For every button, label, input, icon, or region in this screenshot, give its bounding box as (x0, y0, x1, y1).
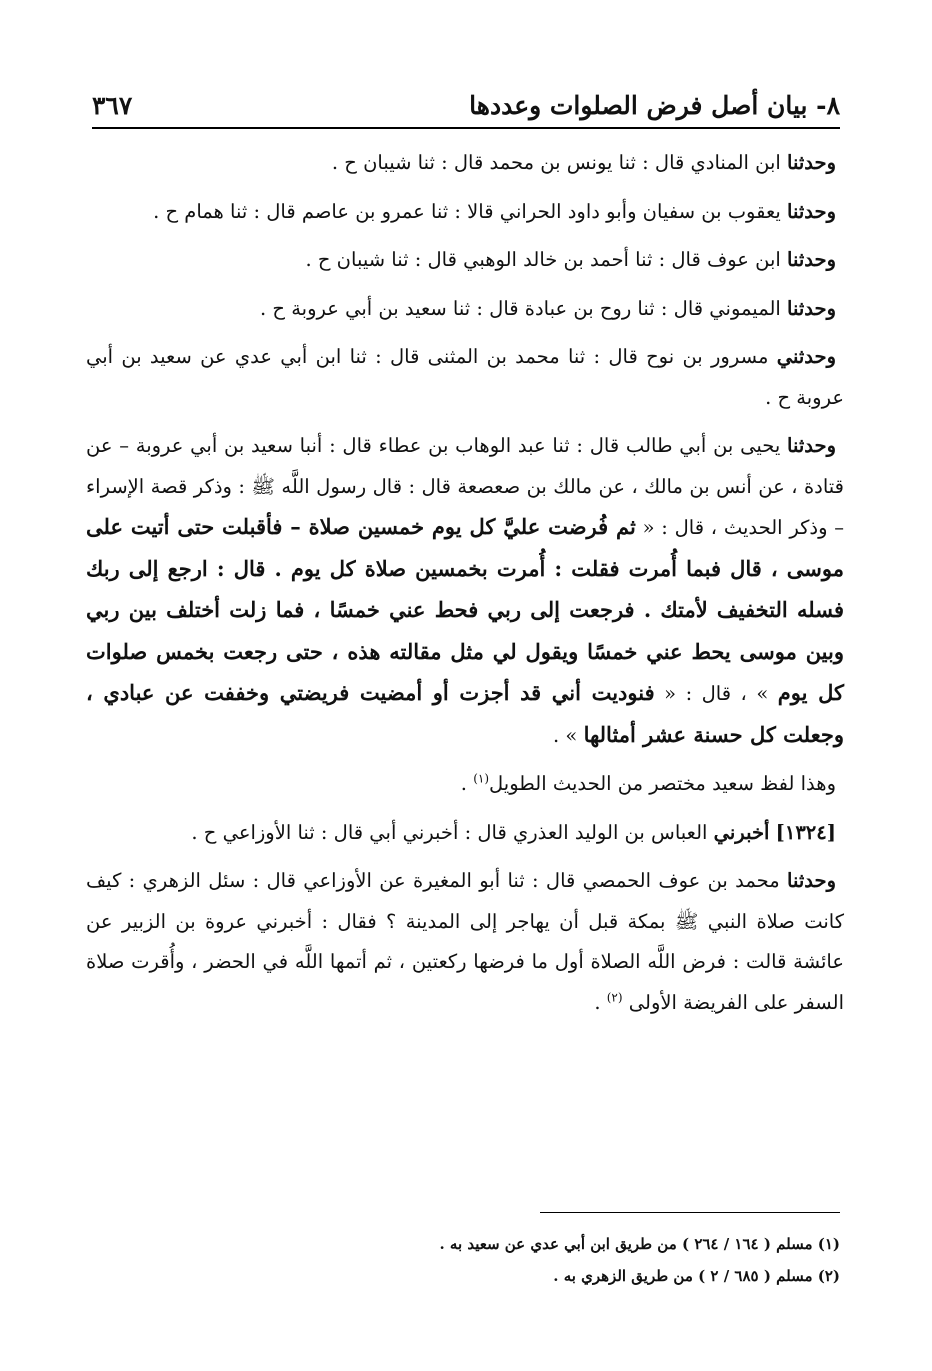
narration-lead: أخبرني (713, 820, 770, 844)
hadith-matn-1: ثم فُرضت عليَّ كل يوم خمسين صلاة – فأقبلت حتى أتيت على موسى ، قال فبما أُمرت فقلت : أُمرت بخمسين صلاة كل يوم . قال : ارجع إلى ربك فسله التخفيف لأمتك . فرجعت إلى ربي فحط عني خمسًا ، فما زلت أختلف بين ربي وبين موسى يحط عني خمسًا ويقول لي مثل مقالته هذه ، حتى رجعت بخمس صلوات كل يوم (86, 514, 844, 705)
hadith-mid: » ، قال : « (654, 682, 778, 705)
footnote: (١) مسلم ( ١٦٤ / ٢٦٤ ) من طريق ابن أبي عدي عن سعيد به . (439, 1235, 840, 1253)
main-text (86, 143, 844, 1031)
header-rule (92, 127, 840, 129)
hadith-paragraph (86, 426, 844, 756)
narration-lead: وحدثنا (787, 869, 836, 892)
page-header (92, 72, 840, 120)
hadith-intro: يحيى بن أبي طالب قال : ثنا عبد الوهاب بن عطاء قال : أنبا سعيد بن أبي عروبة – عن قتادة ، عن أنس بن مالك ، عن مالك بن صعصعة قال : قال رسول اللَّه ﷺ : وذكر قصة الإسراء – وذكر الحديث ، قال : « (86, 434, 844, 539)
narration-text: الميموني قال : ثنا روح بن عبادة قال : ثنا سعيد بن أبي عروبة ح . (260, 296, 788, 320)
hadith-end: » . (553, 723, 584, 747)
narration-lead: وحدثنا (787, 199, 836, 223)
isnad-paragraph (86, 240, 844, 281)
narration-text: العباس بن الوليد العذري قال : أخبرني أبي قال : ثنا الأوزاعي ح . (191, 820, 714, 844)
chapter-title: ٨- بيان أصل فرض الصلوات وعددها (469, 91, 840, 120)
narration-text: يعقوب بن سفيان وأبو داود الحراني قالا : ثنا عمرو بن عاصم قال : ثنا همام ح . (153, 199, 788, 223)
page-number: ٣٦٧ (92, 91, 133, 120)
final-paragraph (86, 861, 844, 1023)
note-text: وهذا لفظ سعيد مختصر من الحديث الطويل (489, 772, 836, 795)
narration-text: مسرور بن نوح قال : ثنا محمد بن المثنى قال : ثنا ابن أبي عدي عن سعيد بن أبي عروبة ح . (86, 345, 844, 409)
narration-lead: وحدثنا (787, 248, 836, 271)
narration-tail: . (594, 990, 607, 1014)
footnote-ref: (٢) (606, 990, 623, 1004)
narration-lead: وحدثنا (787, 434, 836, 457)
note-tail: . (460, 772, 474, 795)
narration-text: ابن عوف قال : ثنا أحمد بن خالد الوهبي قال : ثنا شيبان ح . (305, 248, 788, 271)
narration-text: ابن المنادي قال : ثنا يونس بن محمد قال : ثنا شيبان ح . (331, 151, 788, 174)
footnote-rule (540, 1212, 840, 1213)
narration-lead: وحدثنا (787, 151, 836, 174)
numbered-hadith (86, 813, 844, 854)
isnad-paragraph (86, 337, 844, 418)
narration-lead: وحدثنا (787, 296, 836, 320)
isnad-paragraph (86, 289, 844, 330)
isnad-paragraph (86, 192, 844, 233)
narration-text: محمد بن عوف الحمصي قال : ثنا أبو المغيرة عن الأوزاعي قال : سئل الزهري : كيف كانت صلاة النبي ﷺ بمكة قبل أن يهاجر إلى المدينة ؟ فقال : أخبرني عروة بن الزبير عن عائشة قالت : فرض اللَّه الصلاة أول ما فرضها ركعتين ، ثم أتمها اللَّه في الحضر ، وأُقرت صلاة السفر على الفريضة الأولى (86, 869, 844, 1014)
footnotes (92, 1228, 840, 1292)
isnad-paragraph (86, 143, 844, 184)
hadith-matn-2: فنوديت أني قد أجزت أو أمضيت فريضتي وخففت عن عبادي ، وجعلت كل حسنة عشر أمثالها (86, 680, 844, 747)
footnote-ref: (١) (473, 771, 490, 786)
narration-lead: وحدثني (776, 345, 836, 368)
note-line (86, 764, 844, 805)
footnote: (٢) مسلم ( ٦٨٥ / ٢ ) من طريق الزهري به . (553, 1267, 840, 1285)
hadith-number: [١٣٢٤] (775, 820, 836, 844)
